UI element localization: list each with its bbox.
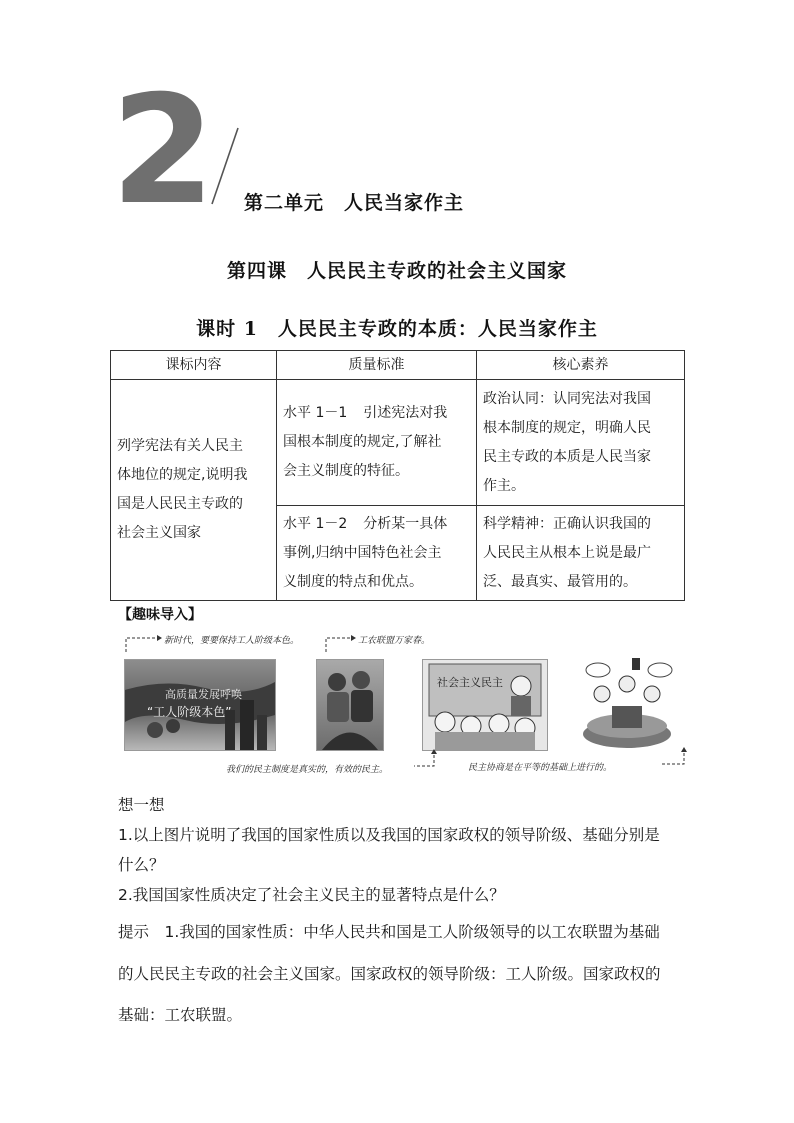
standards-table bbox=[110, 350, 685, 601]
farmers-workers-image bbox=[316, 659, 384, 751]
hint-line3: 基础：工农联盟。 bbox=[118, 1006, 243, 1024]
unit-number: 2 bbox=[110, 64, 216, 238]
content-cell: 列学宪法有关人民主 体地位的规定,说明我 国是人民民主专政的 社会主义国家 bbox=[111, 380, 277, 601]
arrow-icon bbox=[324, 632, 358, 654]
arrow-icon bbox=[410, 748, 440, 770]
workers-poster-image bbox=[124, 659, 276, 751]
literacy-cell: 科学精神：正确认识我国的 人民民主从根本上说是最广 泛、最真实、最管用的。 bbox=[477, 506, 685, 601]
question-1-line1: 1.以上图片说明了我国的国家性质以及我国的国家政权的领导阶级、基础分别是 bbox=[118, 826, 660, 844]
period-title: 课时 1 人民民主专政的本质：人民当家作主 bbox=[196, 318, 598, 340]
header-literacy: 核心素养 bbox=[477, 351, 685, 380]
quality-cell: 水平 1－1 引述宪法对我 国根本制度的规定,了解社 会主义制度的特征。 bbox=[277, 380, 477, 506]
caption-4: 民主协商是在平等的基础上进行的。 bbox=[468, 763, 613, 773]
level-label: 水平 1－2 bbox=[283, 515, 348, 532]
unit-slash-divider bbox=[206, 126, 242, 206]
header-content: 课标内容 bbox=[111, 351, 277, 380]
caption-2: 工农联盟万家春。 bbox=[358, 636, 431, 646]
think-label: 想一想 bbox=[118, 796, 165, 814]
caption-1: 新时代，要要保持工人阶级本色。 bbox=[164, 636, 300, 646]
hint-line2: 的人民民主专政的社会主义国家。国家政权的领导阶级：工人阶级。国家政权的 bbox=[118, 965, 661, 983]
unit-number-graphic bbox=[110, 64, 216, 238]
poster-text-line1: 高质量发展呼唤 bbox=[165, 688, 242, 701]
question-2: 2.我国国家性质决定了社会主义民主的显著特点是什么？ bbox=[118, 886, 505, 904]
consultation-cartoon-image bbox=[578, 654, 676, 752]
unit-title: 第二单元 人民当家作主 bbox=[244, 192, 465, 214]
arrow-icon bbox=[124, 632, 164, 654]
classroom-cartoon-image bbox=[422, 659, 548, 751]
board-text: 社会主义民主 bbox=[437, 676, 503, 689]
header-quality: 质量标准 bbox=[277, 351, 477, 380]
table-row bbox=[111, 380, 685, 506]
question-1-line2: 什么？ bbox=[118, 856, 165, 874]
level-label: 水平 1－1 bbox=[283, 405, 348, 422]
lesson-title: 第四课 人民民主专政的社会主义国家 bbox=[226, 260, 567, 282]
arrow-icon bbox=[658, 746, 690, 768]
hint-line1: 提示 1.我国的国家性质：中华人民共和国是工人阶级领导的以工农联盟为基础 bbox=[118, 923, 660, 941]
literacy-cell: 政治认同：认同宪法对我国 根本制度的规定，明确人民 民主专政的本质是人民当家 作主。 bbox=[477, 380, 685, 506]
fun-intro-label: 【趣味导入】 bbox=[118, 607, 202, 623]
quality-cell: 水平 1－2 分析某一具体 事例,归纳中国特色社会主 义制度的特点和优点。 bbox=[277, 506, 477, 601]
caption-3: 我们的民主制度是真实的，有效的民主。 bbox=[226, 765, 389, 775]
poster-text-line2: “工人阶级本色” bbox=[147, 705, 232, 719]
illustration-strip bbox=[118, 626, 708, 778]
table-header-row bbox=[111, 351, 685, 380]
